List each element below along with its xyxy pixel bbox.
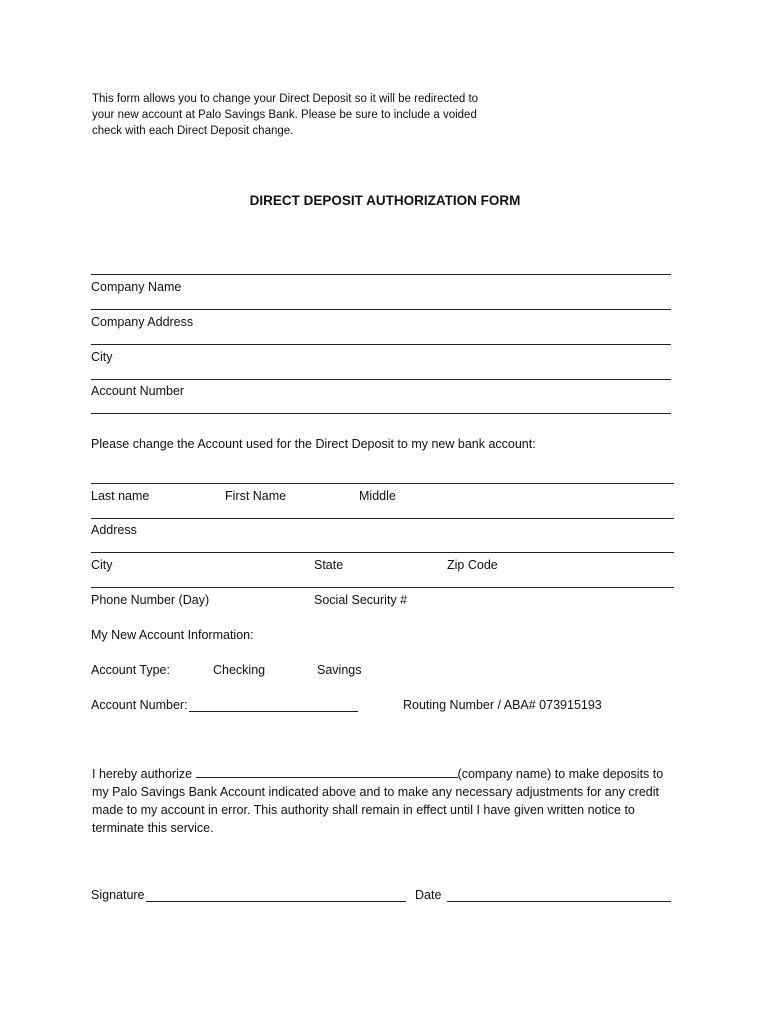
savings-option[interactable]: Savings xyxy=(317,663,362,677)
last-name-label: Last name xyxy=(91,489,150,503)
middle-label: Middle xyxy=(359,489,396,503)
new-account-number-field[interactable] xyxy=(189,711,358,712)
intro-paragraph xyxy=(92,91,478,139)
first-name-label: First Name xyxy=(225,489,287,503)
company-address-label: Company Address xyxy=(91,315,194,329)
city-label: City xyxy=(91,558,113,572)
state-label: State xyxy=(314,558,344,572)
company-name-field[interactable] xyxy=(91,274,671,275)
authorization-paragraph xyxy=(92,765,692,837)
authorization-line-2: my Palo Savings Bank Account indicated above and to make any necessary adjustments for any credit xyxy=(92,785,659,799)
signature-label: Signature xyxy=(91,888,145,902)
company-name-authorize-field[interactable] xyxy=(196,765,458,778)
company-city-field[interactable] xyxy=(91,344,671,345)
phone-label: Phone Number (Day) xyxy=(91,593,210,607)
date-field[interactable] xyxy=(447,901,671,902)
change-request-text: Please change the Account used for the Direct Deposit to my new bank account: xyxy=(91,437,536,451)
date-label: Date xyxy=(415,888,442,902)
new-account-number-label: Account Number: xyxy=(91,698,188,712)
company-section-bottom-rule xyxy=(91,413,671,414)
intro-line-2: your new account at Palo Savings Bank. Please be sure to include a voided xyxy=(92,109,477,121)
company-account-number-label: Account Number xyxy=(91,384,185,398)
signature-field[interactable] xyxy=(146,901,406,902)
authorization-line-1-suffix: (company name) to make deposits to xyxy=(457,767,664,781)
authorization-line-1 xyxy=(92,765,692,783)
intro-line-3: check with each Direct Deposit change. xyxy=(92,125,294,137)
company-name-label: Company Name xyxy=(91,280,182,294)
zip-code-label: Zip Code xyxy=(447,558,498,572)
name-field[interactable] xyxy=(91,483,674,484)
intro-line-1: This form allows you to change your Direct Deposit so it will be redirected to xyxy=(92,93,479,105)
company-address-field[interactable] xyxy=(91,309,671,310)
authorization-line-3: made to my account in error. This authority shall remain in effect until I have given written notice to xyxy=(92,803,635,817)
routing-number-text: Routing Number / ABA# 073915193 xyxy=(403,698,602,712)
address-label: Address xyxy=(91,523,137,537)
address-field[interactable] xyxy=(91,518,674,519)
checking-option[interactable]: Checking xyxy=(213,663,266,677)
ssn-label: Social Security # xyxy=(314,593,408,607)
company-city-label: City xyxy=(91,350,113,364)
city-state-zip-field[interactable] xyxy=(91,552,674,553)
authorization-line-4: terminate this service. xyxy=(92,821,214,835)
form-title: DIRECT DEPOSIT AUTHORIZATION FORM xyxy=(249,193,521,208)
company-account-number-field[interactable] xyxy=(91,379,671,380)
account-type-label: Account Type: xyxy=(91,663,170,677)
phone-ssn-field[interactable] xyxy=(91,587,674,588)
new-account-heading: My New Account Information: xyxy=(91,628,254,642)
authorization-prefix: I hereby authorize xyxy=(92,767,196,781)
